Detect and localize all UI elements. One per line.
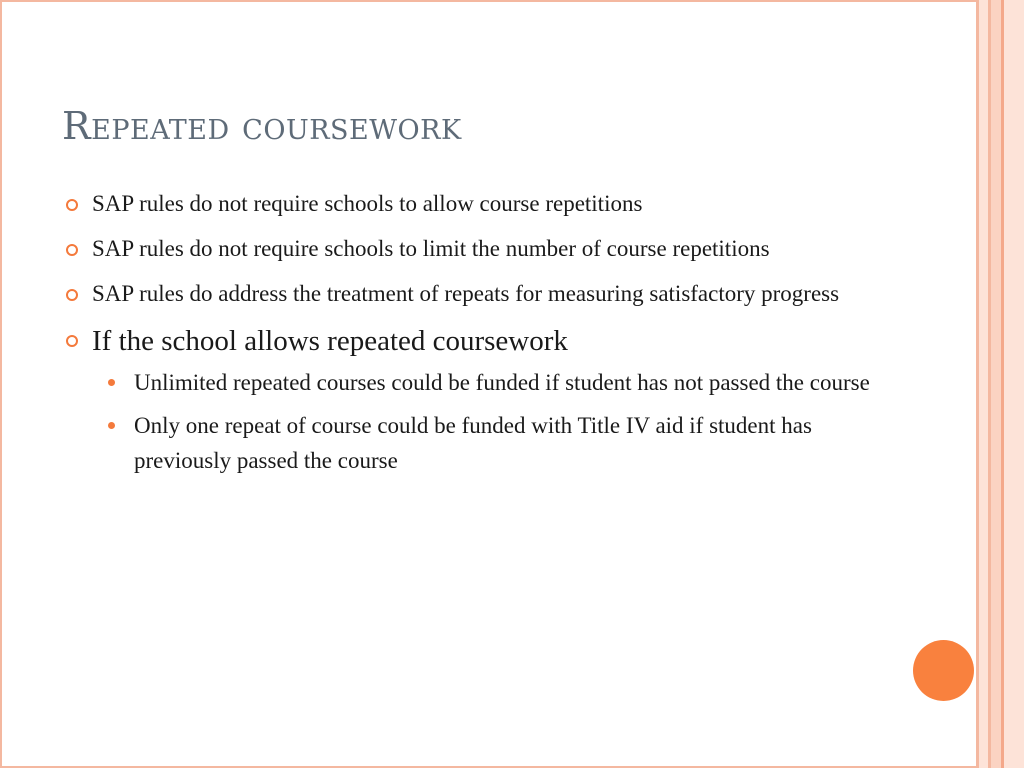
sub-bullet-text: Only one repeat of course could be funded with Title IV aid if student has previously passed the course <box>134 413 812 473</box>
bullet-text: SAP rules do address the treatment of repeats for measuring satisfactory progress <box>92 281 840 306</box>
stripe <box>991 0 1001 768</box>
bullet-item <box>62 321 882 361</box>
bullet-text: SAP rules do not require schools to allow course repetitions <box>92 191 643 216</box>
sub-bullet-text: Unlimited repeated courses could be funded if student has not passed the course <box>134 370 870 395</box>
ring-bullet-icon <box>66 289 78 301</box>
sub-bullet-item <box>62 408 882 478</box>
ring-bullet-icon <box>66 199 78 211</box>
bullet-text: If the school allows repeated coursework <box>92 325 568 357</box>
stripe <box>979 0 988 768</box>
stripe <box>1004 0 1024 768</box>
sub-bullet-list <box>62 365 882 478</box>
dot-bullet-icon <box>108 379 115 386</box>
slide-title: Repeated coursework <box>62 104 462 148</box>
bullet-item <box>62 276 882 312</box>
ring-bullet-icon <box>66 335 78 347</box>
bullet-text: SAP rules do not require schools to limit the number of course repetitions <box>92 236 770 261</box>
slide-body <box>62 186 882 486</box>
dot-bullet-icon <box>108 422 115 429</box>
bullet-list <box>62 186 882 361</box>
decorative-circle <box>913 640 974 701</box>
ring-bullet-icon <box>66 244 78 256</box>
decorative-stripes <box>976 0 1024 768</box>
bullet-item <box>62 231 882 267</box>
sub-bullet-item <box>62 365 882 400</box>
bullet-item <box>62 186 882 222</box>
